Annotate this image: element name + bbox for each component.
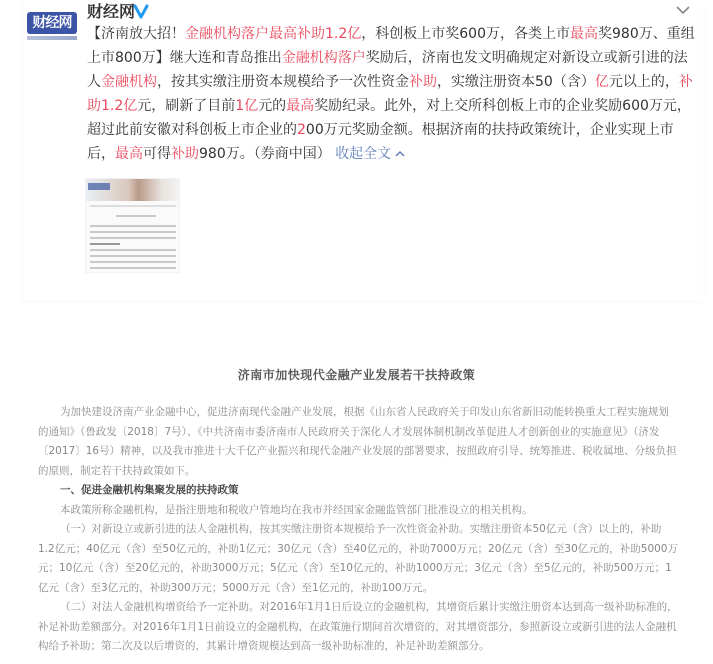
avatar[interactable] xyxy=(27,12,77,44)
weibo-post-card xyxy=(0,0,713,305)
thumbnail-line xyxy=(90,225,176,227)
post-text-segment: 奖980万、重组上市800万】继大连和青岛推出 xyxy=(87,26,695,66)
post-text-segment: 980万。（券商中国） xyxy=(199,146,331,162)
thumbnail-line xyxy=(90,243,120,245)
post-text-segment: ，按其实缴注册资本规模给予一次性资金 xyxy=(157,74,409,90)
avatar-logo-subtitle xyxy=(27,36,77,40)
document-section-heading: 一、促进金融机构集聚发展的扶持政策 xyxy=(60,484,239,496)
post-text-segment: 可得 xyxy=(143,146,171,162)
thumbnail-line xyxy=(90,255,176,257)
highlighted-keyword: 最高 xyxy=(115,146,143,162)
highlighted-keyword: 1亿 xyxy=(235,98,259,114)
highlighted-keyword: 补助 xyxy=(171,146,199,162)
highlighted-keyword: 金融机构落户最高补助1.2亿 xyxy=(185,26,362,42)
post-text-segment: 【济南放大招！ xyxy=(87,26,185,42)
post-text-segment: 元以上的， xyxy=(608,74,679,90)
highlighted-keyword: 最高 xyxy=(570,26,598,42)
thumbnail-line xyxy=(90,261,176,263)
post-body xyxy=(87,22,695,166)
post-text-segment: 元，刷新了目前 xyxy=(137,98,236,114)
author-name[interactable]: 财经网 xyxy=(87,2,136,21)
thumbnail-line xyxy=(90,205,176,207)
highlighted-keyword: 金融机构落户 xyxy=(281,50,366,66)
highlighted-keyword: 亿 xyxy=(594,74,609,90)
thumbnail-line xyxy=(90,249,176,251)
post-text-segment: 奖励纪录。此外，对上交所科创板上市的企业奖励600万元，超过此前安徽对科创板上市企业的 xyxy=(87,98,691,138)
thumbnail-line xyxy=(90,231,176,233)
document-paragraph: （二）对法人金融机构增资给予一定补助。对2016年1月1日后设立的金融机构，其增资后累计实缴注册资本达到高一级补助标准的，补足补助差额部分。对2016年1月1日前设立的金融机构，在政策施行期间首次增资的，对其增资部分，参照新设立或新引进的法人金融机构给予补助；第二次及以后增资的，其累计增资规模达到高一级补助标准的，补足补助差额部分。 xyxy=(38,601,678,652)
document-paragraph: 为加快建设济南产业金融中心，促进济南现代金融产业发展，根据《山东省人民政府关于印发山东省新旧动能转换重大工程实施规划的通知》（鲁政发〔2018〕7号）、《中共济南市委济南市人民政府关于深化人才发展体制机制改革促进人才创新创业的实施意见》（济发〔2017〕16号）精神，以及我市推进十大千亿产业振兴和现代金融产业发展的部署要求，按照政府引导、统筹推进、税收属地、分级负担的原则，制定若干扶持政策如下。 xyxy=(38,406,677,477)
thumbnail-line xyxy=(116,215,156,217)
post-text-segment: 奖励后，济南也发文明确规定对新设立或新引进的法人 xyxy=(87,50,688,90)
chevron-up-icon xyxy=(394,149,406,159)
highlighted-keyword: 补助1.2亿 xyxy=(87,74,693,114)
thumbnail-line xyxy=(90,237,176,239)
highlighted-keyword: 2 xyxy=(297,122,306,138)
post-text-segment: ，实缴注册资本50（含） xyxy=(437,74,595,90)
post-text-segment: 元的 xyxy=(258,98,287,114)
document-body xyxy=(38,403,678,657)
highlighted-keyword: 补助 xyxy=(409,74,437,90)
collapse-full-text-link[interactable] xyxy=(335,146,406,162)
document-title: 济南市加快现代金融产业发展若干扶持政策 xyxy=(237,368,476,382)
chevron-down-icon[interactable] xyxy=(675,4,691,18)
highlighted-keyword: 最高 xyxy=(286,98,315,114)
verified-badge-icon xyxy=(133,3,149,19)
document-paragraph: 本政策所称金融机构，是指注册地和税收户管地均在我市并经国家金融监管部门批准设立的相关机构。 xyxy=(60,503,533,516)
highlighted-keyword: 金融机构 xyxy=(101,74,157,90)
attached-image-thumbnail[interactable] xyxy=(85,178,180,273)
post-text-content xyxy=(87,26,695,162)
thumbnail-logo xyxy=(88,183,110,190)
document-paragraph: （一）对新设立或新引进的法人金融机构，按其实缴注册资本规模给予一次性资金补助。实缴注册资本50亿元（含）以上的，补助1.2亿元；40亿元（含）至50亿元的，补助1亿元；30亿元（含）至40亿元的，补助7000万元；20亿元（含）至30亿元的，补助5000万元；10亿元（含）至20亿元的，补助3000万元；5亿元（含）至10亿元的，补助1000万元；3亿元（含）至5亿元的，补助500万元；1亿元（含）至3亿元的，补助300万元；5000万元（含）至1亿元的，补助100万元。 xyxy=(38,523,678,594)
avatar-logo: 财经网 xyxy=(27,12,77,34)
thumbnail-line xyxy=(90,267,176,269)
post-text-segment: 00万元奖励金额。根据济南的扶持政策统计，企业实现上市后， xyxy=(87,122,674,162)
collapse-label: 收起全文 xyxy=(335,146,392,162)
post-text-segment: ，科创板上市奖600万，各类上市 xyxy=(361,26,570,42)
